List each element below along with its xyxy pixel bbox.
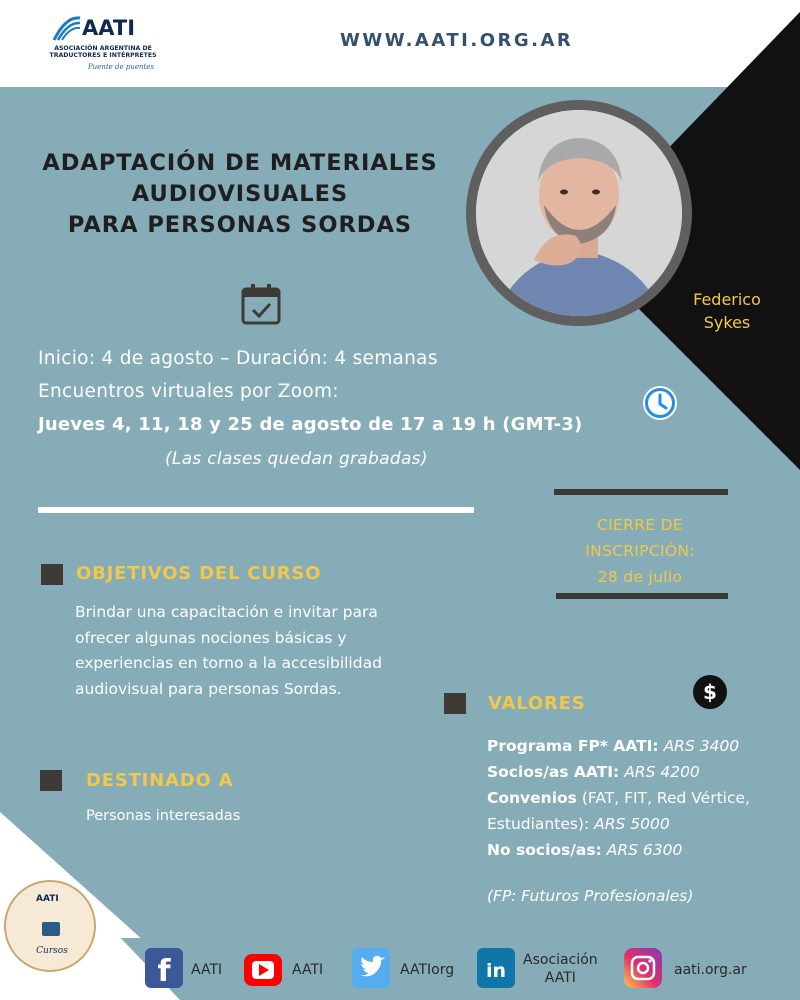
objectives-heading: OBJETIVOS DEL CURSO [76, 563, 322, 584]
speaker-name: Federico Sykes [693, 290, 761, 332]
audience-heading: DESTINADO A [86, 770, 234, 791]
audience-bullet [40, 770, 62, 791]
youtube-icon [244, 950, 282, 990]
price-row: No socios/as: ARS 6300 [487, 841, 683, 859]
twitter-label: AATIorg [400, 962, 455, 978]
logo-subtitle: ASOCIACIÓN ARGENTINA DE TRADUCTORES E INTÉRPRETES [49, 45, 157, 60]
objectives-bullet [41, 564, 63, 585]
deadline-bar-bottom [556, 593, 728, 599]
objectives-text: Brindar una capacitación e invitar para ofrecer algunas nociones básicas y experiencias en torno a la accesibilidad audiovisual para personas Sordas. [75, 603, 382, 698]
twitter-icon [352, 948, 390, 988]
course-mode: Encuentros virtuales por Zoom: [38, 381, 339, 402]
svg-text:$: $ [703, 680, 717, 704]
course-title: ADAPTACIÓN DE MATERIALES AUDIOVISUALES PARA PERSONAS SORDAS [42, 150, 438, 238]
aati-logo[interactable] [48, 12, 158, 80]
logo-arc-icon [52, 14, 82, 42]
youtube-label: AATI [292, 962, 324, 978]
instagram-label: aati.org.ar [674, 962, 747, 978]
price-row-cont: Estudiantes): ARS 5000 [487, 815, 670, 833]
deadline-bar-top [554, 489, 728, 495]
recording-note: (Las clases quedan grabadas) [165, 449, 428, 469]
svg-text:in: in [485, 960, 507, 982]
course-start: Inicio: 4 de agosto – Duración: 4 semanas [38, 348, 438, 369]
price-row: Socios/as AATI: ARS 4200 [487, 763, 700, 781]
prices-bullet [444, 693, 466, 714]
prices-heading: VALORES [488, 693, 586, 714]
prices-footnote: (FP: Futuros Profesionales) [487, 887, 694, 905]
badge-word: Cursos [36, 946, 68, 956]
dollar-icon [692, 674, 728, 710]
enrollment-deadline: CIERRE DE INSCRIPCIÓN: 28 de julio [585, 516, 695, 586]
section-divider [38, 507, 474, 513]
logo-text: AATI [82, 16, 136, 40]
courses-badge [4, 880, 96, 972]
linkedin-icon [477, 948, 515, 988]
website-url[interactable]: WWW.AATI.ORG.AR [340, 30, 574, 51]
badge-logo: AATI [36, 894, 59, 904]
linkedin-label: Asociación AATI [523, 952, 598, 986]
clock-icon [642, 385, 678, 421]
svg-text:f: f [157, 954, 171, 988]
computer-icon [42, 922, 60, 936]
course-dates: Jueves 4, 11, 18 y 25 de agosto de 17 a 19 h (GMT-3) [38, 414, 583, 435]
instagram-icon [624, 948, 662, 988]
speaker-illustration [476, 110, 682, 316]
audience-text: Personas interesadas [86, 808, 241, 824]
facebook-label: AATI [191, 962, 223, 978]
price-row: Programa FP* AATI: ARS 3400 [487, 737, 740, 755]
speaker-photo [466, 100, 692, 326]
facebook-icon [145, 948, 183, 988]
price-row: Convenios (FAT, FIT, Red Vértice, [487, 789, 750, 807]
logo-tagline: Puente de puentes [87, 63, 155, 71]
calendar-icon [240, 282, 282, 326]
